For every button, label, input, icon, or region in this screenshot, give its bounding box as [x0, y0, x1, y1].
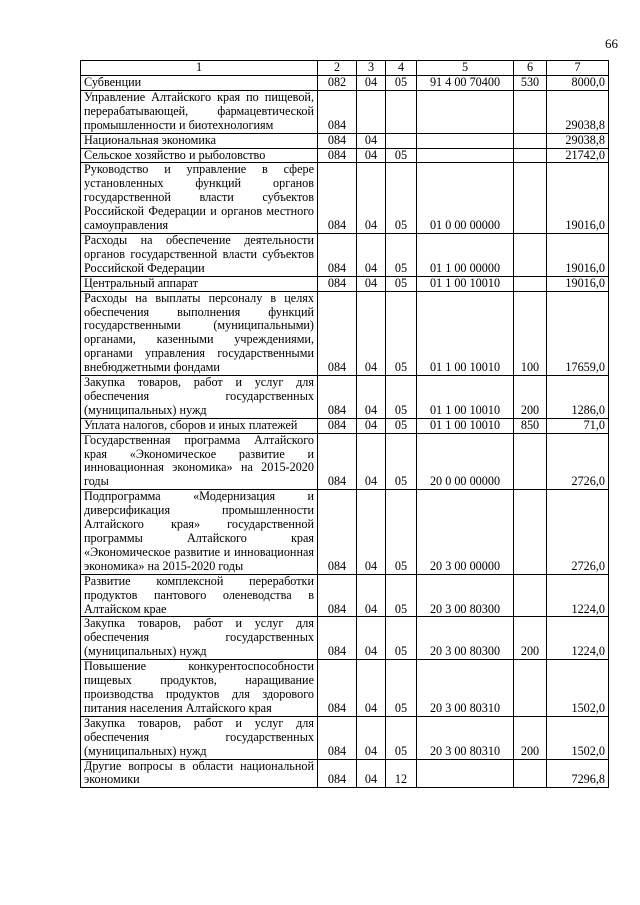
row-col5-cell: 01 1 00 10010 — [417, 291, 514, 375]
table-row — [81, 291, 609, 375]
row-col6-cell — [514, 490, 547, 574]
row-col5-cell: 01 1 00 10010 — [417, 276, 514, 291]
row-col5-cell: 01 1 00 10010 — [417, 418, 514, 433]
table-row — [81, 163, 609, 234]
row-col4-cell: 05 — [386, 490, 417, 574]
row-col6-cell: 200 — [514, 716, 547, 759]
row-col7-cell: 21742,0 — [547, 148, 609, 163]
row-col4-cell: 05 — [386, 418, 417, 433]
row-col6-cell — [514, 133, 547, 148]
row-col4-cell: 05 — [386, 233, 417, 276]
table-row — [81, 574, 609, 617]
row-col2-cell: 084 — [318, 716, 357, 759]
row-col5-cell — [417, 133, 514, 148]
row-name-cell: Расходы на выплаты персоналу в целях обеспечения выполнения функций государственными (муниципальными) органами, казенными учреждениями, органами управления государственными внебюджетными фондами — [81, 291, 318, 375]
row-col7-cell: 19016,0 — [547, 276, 609, 291]
row-col3-cell: 04 — [357, 574, 386, 617]
row-name-cell: Управление Алтайского края по пищевой, перерабатывающей, фармацевтической промышленности и биотехнологиям — [81, 90, 318, 133]
row-col4-cell — [386, 133, 417, 148]
row-name-cell: Повышение конкурентоспособности пищевых продуктов, наращивание производства продуктов для здорового питания населения Алтайского края — [81, 660, 318, 717]
row-col5-cell: 20 0 00 00000 — [417, 433, 514, 490]
table-row — [81, 418, 609, 433]
row-col7-cell: 2726,0 — [547, 433, 609, 490]
header-col-2: 2 — [318, 61, 357, 76]
row-col7-cell: 19016,0 — [547, 233, 609, 276]
row-col6-cell — [514, 433, 547, 490]
row-col7-cell: 1502,0 — [547, 716, 609, 759]
row-col3-cell: 04 — [357, 276, 386, 291]
row-col4-cell: 05 — [386, 148, 417, 163]
row-col3-cell: 04 — [357, 148, 386, 163]
row-col5-cell — [417, 759, 514, 788]
row-col3-cell: 04 — [357, 433, 386, 490]
row-col6-cell: 200 — [514, 617, 547, 660]
row-col6-cell — [514, 574, 547, 617]
row-col4-cell — [386, 90, 417, 133]
row-col3-cell: 04 — [357, 490, 386, 574]
row-col4-cell: 05 — [386, 291, 417, 375]
row-name-cell: Сельское хозяйство и рыболовство — [81, 148, 318, 163]
row-name-cell: Субвенции — [81, 76, 318, 91]
table-row — [81, 376, 609, 419]
row-col4-cell: 05 — [386, 574, 417, 617]
row-col7-cell: 29038,8 — [547, 133, 609, 148]
row-col7-cell: 19016,0 — [547, 163, 609, 234]
row-col4-cell: 05 — [386, 660, 417, 717]
row-name-cell: Закупка товаров, работ и услуг для обеспечения государственных (муниципальных) нужд — [81, 617, 318, 660]
row-col4-cell: 05 — [386, 163, 417, 234]
row-col5-cell: 01 0 00 00000 — [417, 163, 514, 234]
row-col3-cell: 04 — [357, 76, 386, 91]
row-col2-cell: 084 — [318, 276, 357, 291]
row-col2-cell: 082 — [318, 76, 357, 91]
row-col6-cell: 850 — [514, 418, 547, 433]
budget-table — [80, 60, 609, 788]
table-row — [81, 90, 609, 133]
row-col3-cell: 04 — [357, 716, 386, 759]
row-col7-cell: 17659,0 — [547, 291, 609, 375]
table-row — [81, 433, 609, 490]
row-col4-cell: 05 — [386, 276, 417, 291]
row-name-cell: Центральный аппарат — [81, 276, 318, 291]
row-col2-cell: 084 — [318, 376, 357, 419]
row-col4-cell: 05 — [386, 716, 417, 759]
row-col5-cell — [417, 148, 514, 163]
row-col2-cell: 084 — [318, 617, 357, 660]
row-col6-cell — [514, 233, 547, 276]
row-name-cell: Национальная экономика — [81, 133, 318, 148]
row-col3-cell — [357, 90, 386, 133]
table-row — [81, 133, 609, 148]
row-col6-cell — [514, 276, 547, 291]
row-col5-cell: 01 1 00 00000 — [417, 233, 514, 276]
row-col4-cell: 12 — [386, 759, 417, 788]
row-col7-cell: 1502,0 — [547, 660, 609, 717]
row-col7-cell: 29038,8 — [547, 90, 609, 133]
row-col2-cell: 084 — [318, 574, 357, 617]
table-row — [81, 276, 609, 291]
row-col2-cell: 084 — [318, 163, 357, 234]
row-col3-cell: 04 — [357, 233, 386, 276]
row-col2-cell: 084 — [318, 490, 357, 574]
row-col3-cell: 04 — [357, 376, 386, 419]
header-col-1: 1 — [81, 61, 318, 76]
row-col2-cell: 084 — [318, 90, 357, 133]
row-col3-cell: 04 — [357, 617, 386, 660]
row-col2-cell: 084 — [318, 291, 357, 375]
row-col7-cell: 1224,0 — [547, 617, 609, 660]
table-row — [81, 759, 609, 788]
row-col6-cell — [514, 163, 547, 234]
table-row — [81, 490, 609, 574]
row-col5-cell: 20 3 00 00000 — [417, 490, 514, 574]
row-col3-cell: 04 — [357, 759, 386, 788]
row-col5-cell — [417, 90, 514, 133]
header-row — [81, 61, 609, 76]
row-col5-cell: 01 1 00 10010 — [417, 376, 514, 419]
row-col4-cell: 05 — [386, 376, 417, 419]
row-col3-cell: 04 — [357, 291, 386, 375]
header-col-3: 3 — [357, 61, 386, 76]
table-body — [81, 76, 609, 788]
row-col2-cell: 084 — [318, 660, 357, 717]
row-col5-cell: 91 4 00 70400 — [417, 76, 514, 91]
row-col7-cell: 71,0 — [547, 418, 609, 433]
row-col5-cell: 20 3 00 80300 — [417, 617, 514, 660]
page-number: 66 — [605, 36, 618, 51]
row-col6-cell — [514, 759, 547, 788]
table-row — [81, 617, 609, 660]
row-col7-cell: 1224,0 — [547, 574, 609, 617]
row-col7-cell: 7296,8 — [547, 759, 609, 788]
row-name-cell: Руководство и управление в сфере установленных функций органов государственной власти субъектов Российской Федерации и органов местного самоуправления — [81, 163, 318, 234]
row-col6-cell: 200 — [514, 376, 547, 419]
row-col6-cell — [514, 90, 547, 133]
row-name-cell: Закупка товаров, работ и услуг для обеспечения государственных (муниципальных) нужд — [81, 376, 318, 419]
row-col3-cell: 04 — [357, 418, 386, 433]
row-col2-cell: 084 — [318, 759, 357, 788]
row-col6-cell — [514, 660, 547, 717]
header-col-7: 7 — [547, 61, 609, 76]
row-name-cell: Государственная программа Алтайского края «Экономическое развитие и инновационная экономика» на 2015-2020 годы — [81, 433, 318, 490]
row-col2-cell: 084 — [318, 148, 357, 163]
row-col4-cell: 05 — [386, 76, 417, 91]
row-col3-cell: 04 — [357, 660, 386, 717]
row-name-cell: Другие вопросы в области национальной экономики — [81, 759, 318, 788]
row-col4-cell: 05 — [386, 617, 417, 660]
row-col7-cell: 2726,0 — [547, 490, 609, 574]
row-col2-cell: 084 — [318, 418, 357, 433]
row-col3-cell: 04 — [357, 133, 386, 148]
row-col7-cell: 1286,0 — [547, 376, 609, 419]
row-col5-cell: 20 3 00 80300 — [417, 574, 514, 617]
row-name-cell: Закупка товаров, работ и услуг для обеспечения государственных (муниципальных) нужд — [81, 716, 318, 759]
row-col4-cell: 05 — [386, 433, 417, 490]
header-col-4: 4 — [386, 61, 417, 76]
row-col2-cell: 084 — [318, 433, 357, 490]
row-col5-cell: 20 3 00 80310 — [417, 660, 514, 717]
row-col6-cell — [514, 148, 547, 163]
row-col5-cell: 20 3 00 80310 — [417, 716, 514, 759]
row-col2-cell: 084 — [318, 133, 357, 148]
table-row — [81, 233, 609, 276]
header-col-5: 5 — [417, 61, 514, 76]
table-row — [81, 660, 609, 717]
row-col6-cell: 530 — [514, 76, 547, 91]
row-col2-cell: 084 — [318, 233, 357, 276]
row-col3-cell: 04 — [357, 163, 386, 234]
table-row — [81, 76, 609, 91]
row-name-cell: Развитие комплексной переработки продуктов пантового оленеводства в Алтайском крае — [81, 574, 318, 617]
table-row — [81, 148, 609, 163]
row-col6-cell: 100 — [514, 291, 547, 375]
header-col-6: 6 — [514, 61, 547, 76]
row-name-cell: Подпрограмма «Модернизация и диверсификация промышленности Алтайского края» государственной программы Алтайского края «Экономическое развитие и инновационная экономика» на 2015-2020 годы — [81, 490, 318, 574]
row-name-cell: Расходы на обеспечение деятельности органов государственной власти субъектов Российской Федерации — [81, 233, 318, 276]
row-col7-cell: 8000,0 — [547, 76, 609, 91]
table-row — [81, 716, 609, 759]
row-name-cell: Уплата налогов, сборов и иных платежей — [81, 418, 318, 433]
